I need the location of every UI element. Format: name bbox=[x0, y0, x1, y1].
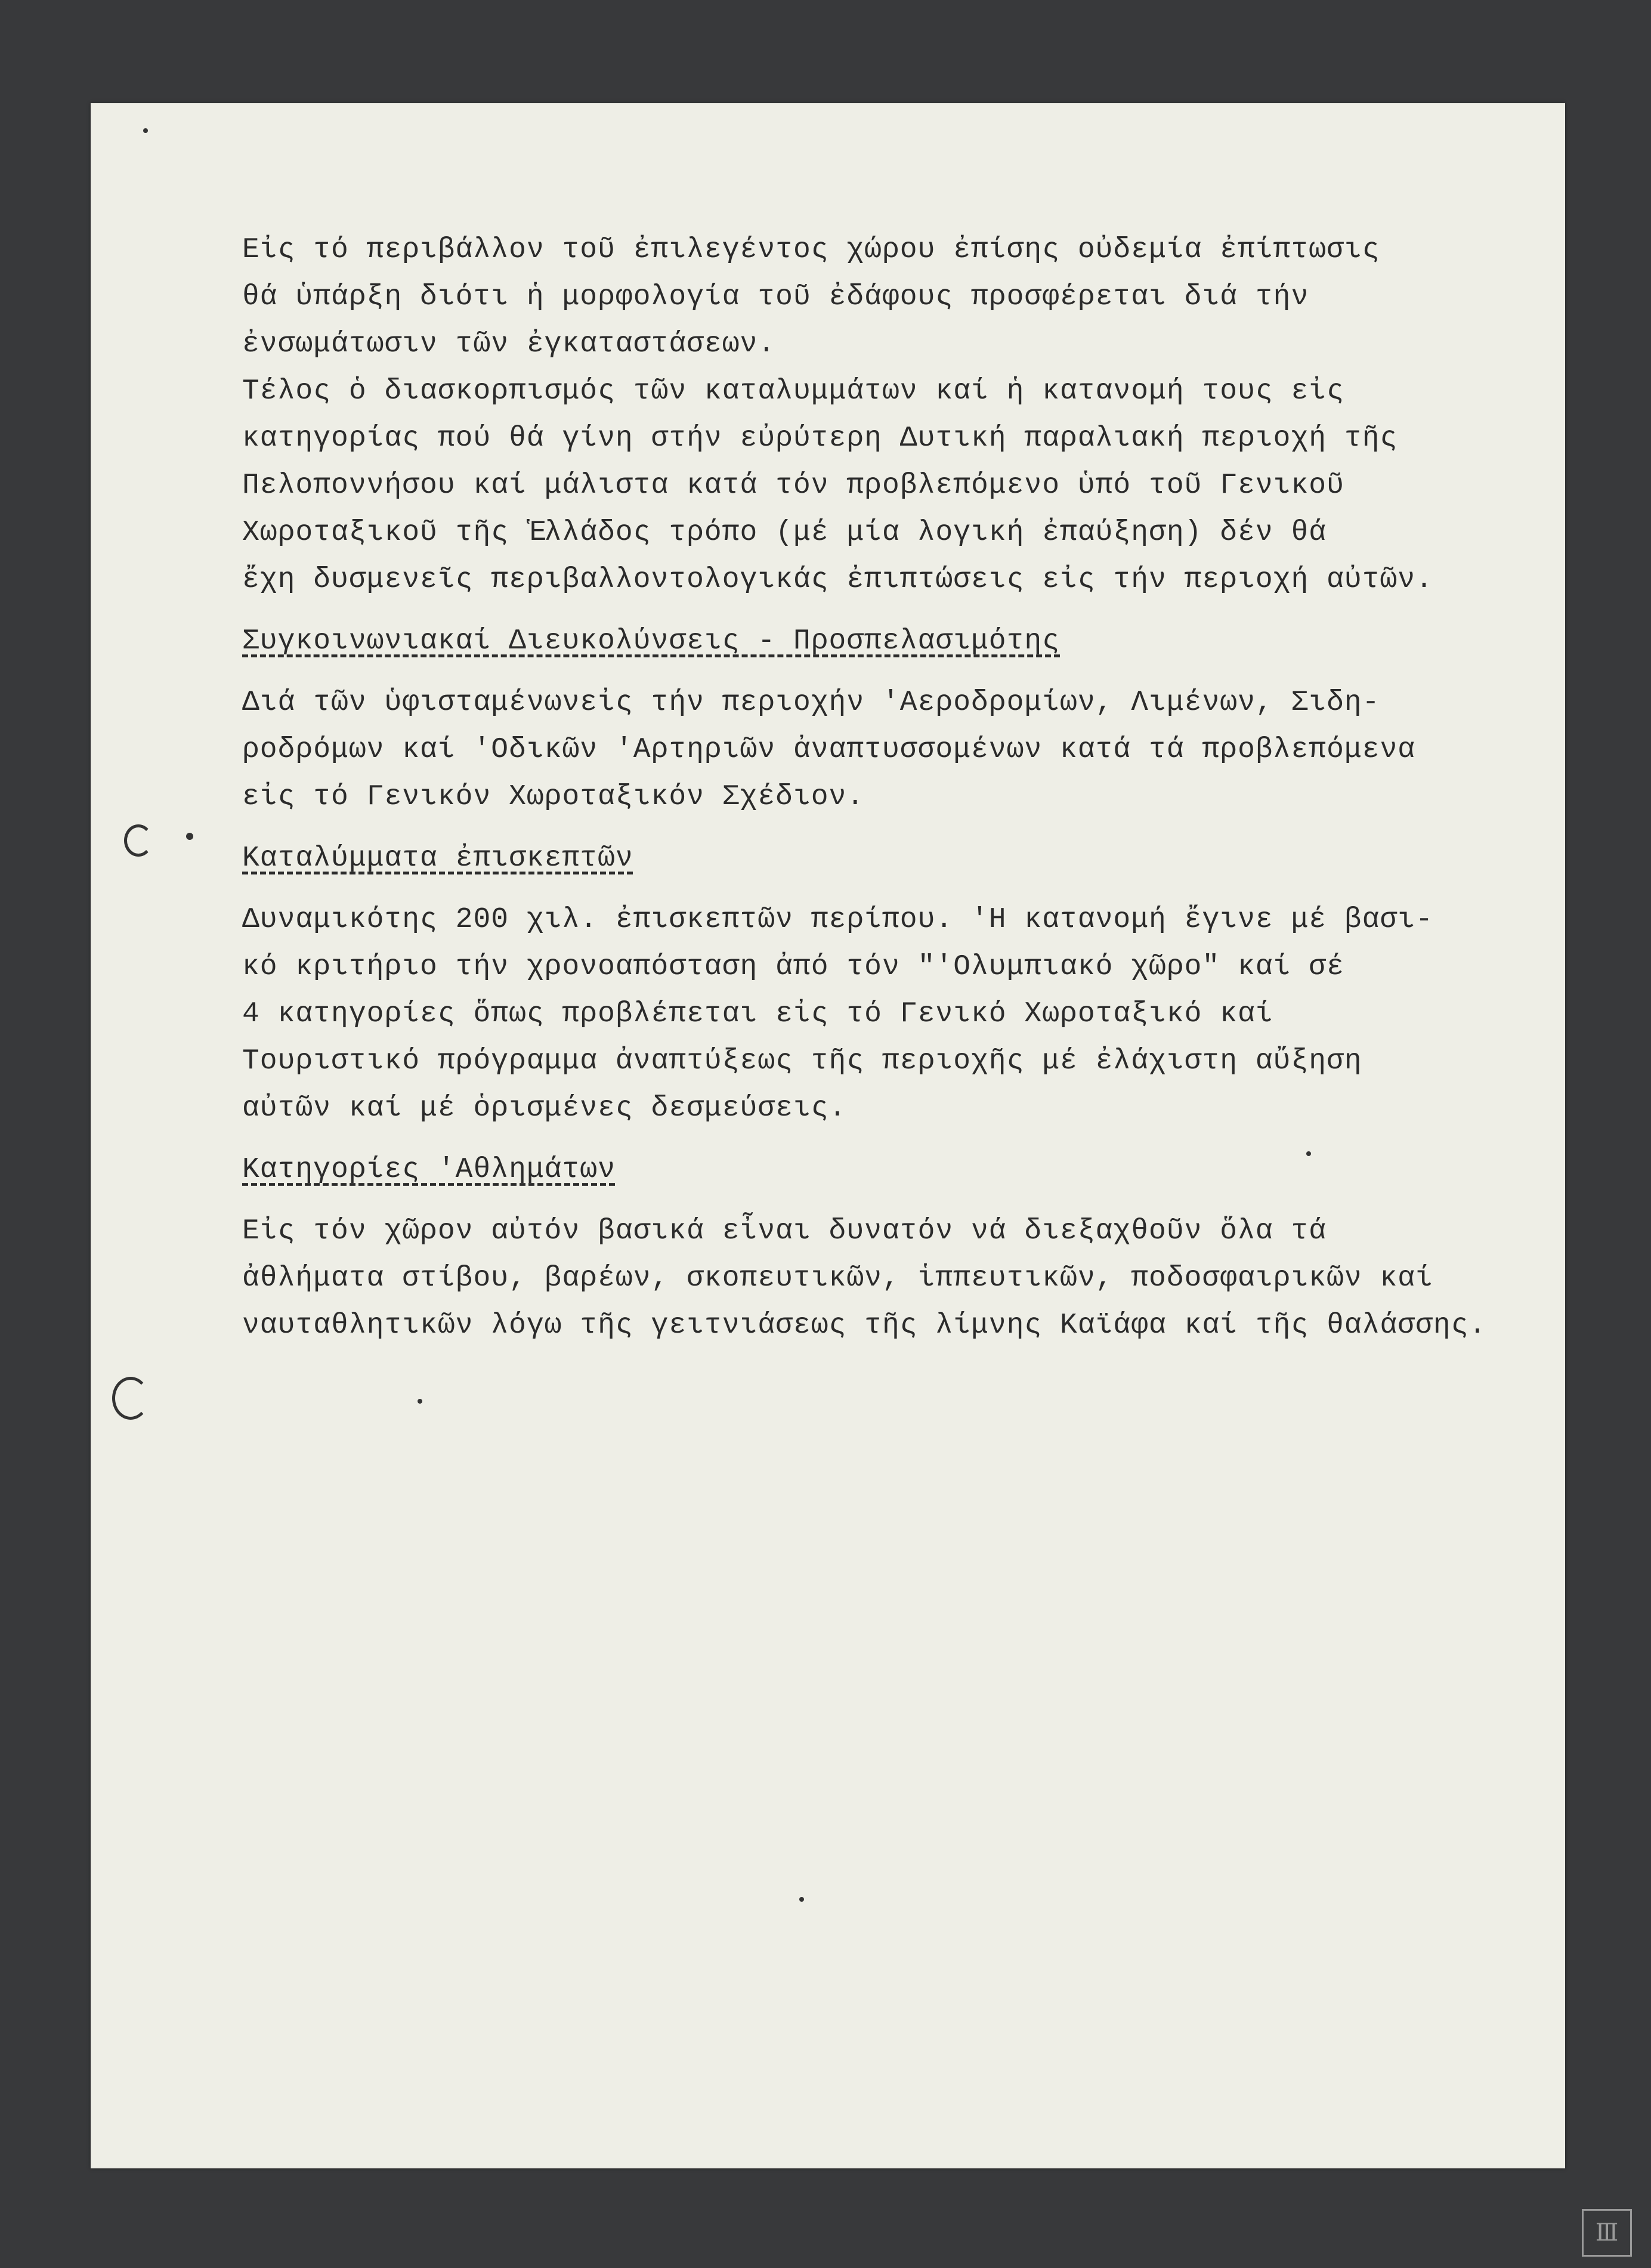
text-line: Χωροταξικοῦ τῆς Ἑλλάδος τρόπο (μέ μία λογική ἐπαύξηση) δέν θά bbox=[242, 517, 1327, 549]
text-line: Τουριστικό πρόγραμμα ἀναπτύξεως τῆς περιοχῆς μέ ἐλάχιστη αὔξηση bbox=[242, 1045, 1362, 1077]
ink-dot bbox=[799, 1897, 804, 1902]
document-body bbox=[242, 227, 1554, 1349]
section-heading: Συγκοινωνιακαί Διευκολύνσεις - Προσπελασιμότης bbox=[242, 625, 1061, 657]
text-line: Πελοποννήσου καί μάλιστα κατά τόν προβλεπόμενο ὑπό τοῦ Γενικοῦ bbox=[242, 469, 1344, 502]
section-heading: Κατηγορίες 'Αθλημάτων bbox=[242, 1154, 616, 1186]
text-line: Τέλος ὁ διασκορπισμός τῶν καταλυμμάτων καί ἡ κατανομή τους εἰς bbox=[242, 375, 1344, 407]
text-line: ἀθλήματα στίβου, βαρέων, σκοπευτικῶν, ἱππευτικῶν, ποδοσφαιρικῶν καί bbox=[242, 1262, 1433, 1294]
text-line: αὐτῶν καί μέ ὁρισμένες δεσμεύσεις. bbox=[242, 1092, 847, 1124]
text-line: κό κριτήριο τήν χρονοαπόσταση ἀπό τόν "'Ολυμπιακό χῶρο" καί σέ bbox=[242, 951, 1344, 983]
handwritten-mark bbox=[124, 824, 153, 857]
text-line: Δυναμικότης 200 χιλ. ἐπισκεπτῶν περίπου. 'Η κατανομή ἔγινε μέ βασι- bbox=[242, 904, 1433, 936]
text-line: κατηγορίας πού θά γίνη στήν εὐρύτερη Δυτική παραλιακή περιοχή τῆς bbox=[242, 422, 1398, 455]
text-line: ροδρόμων καί 'Οδικῶν 'Αρτηριῶν ἀναπτυσσομένων κατά τά προβλεπόμενα bbox=[242, 734, 1416, 766]
archive-logo-icon: Ⅲ bbox=[1582, 2209, 1632, 2257]
section-heading: Καταλύμματα ἐπισκεπτῶν bbox=[242, 842, 633, 875]
handwritten-mark bbox=[112, 1377, 149, 1420]
ink-dot bbox=[186, 833, 193, 840]
text-line: ἔχη δυσμενεῖς περιβαλλοντολογικάς ἐπιπτώσεις εἰς τήν περιοχή αὐτῶν. bbox=[242, 564, 1433, 596]
text-line: 4 κατηγορίες ὅπως προβλέπεται εἰς τό Γενικό Χωροταξικό καί bbox=[242, 998, 1273, 1030]
text-line: εἰς τό Γενικόν Χωροταξικόν Σχέδιον. bbox=[242, 781, 865, 813]
text-line: Εἰς τόν χῶρον αὐτόν βασικά εἶναι δυνατόν νά διεξαχθοῦν ὅλα τά bbox=[242, 1215, 1327, 1247]
ink-dot bbox=[418, 1399, 422, 1404]
text-line: Εἰς τό περιβάλλον τοῦ ἐπιλεγέντος χώρου ἐπίσης οὐδεμία ἐπίπτωσις bbox=[242, 234, 1380, 266]
text-line: ναυταθλητικῶν λόγω τῆς γειτνιάσεως τῆς λίμνης Καϊάφα καί τῆς θαλάσσης. bbox=[242, 1309, 1487, 1342]
ink-dot bbox=[143, 128, 148, 133]
text-line: Διά τῶν ὑφισταμένωνεἰς τήν περιοχήν 'Αεροδρομίων, Λιμένων, Σιδη- bbox=[242, 687, 1380, 719]
text-line: ἐνσωμάτωσιν τῶν ἐγκαταστάσεων. bbox=[242, 328, 776, 360]
text-line: θά ὑπάρξη διότι ἡ μορφολογία τοῦ ἐδάφους προσφέρεται διά τήν bbox=[242, 281, 1309, 313]
